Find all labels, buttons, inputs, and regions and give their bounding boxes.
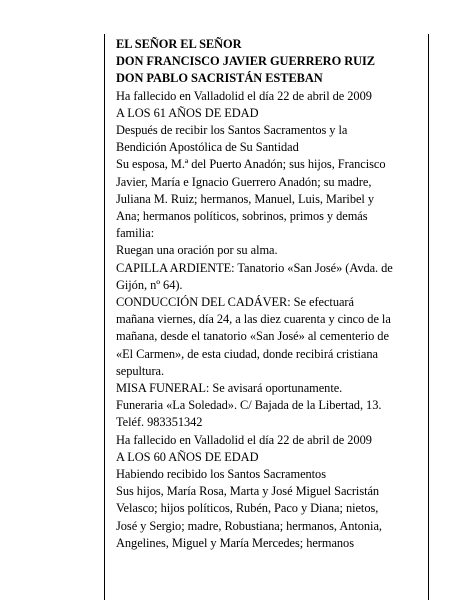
conduction-line: mañana viernes, día 24, a las diez cuarenta y cinco de la xyxy=(116,312,391,327)
prayer-text: Ruegan una oración por su alma. xyxy=(116,243,278,258)
right-column-rule xyxy=(428,34,429,600)
family-line: Ana; hermanos políticos, sobrinos, primos y demás xyxy=(116,209,368,224)
funeral-home-line: Teléf. 983351342 xyxy=(116,415,203,430)
family-line: Sus hijos, María Rosa, Marta y José Miguel Sacristán xyxy=(116,484,380,499)
age-text: A LOS 60 AÑOS DE EDAD xyxy=(116,449,259,464)
chapel-line: Gijón, nº 64). xyxy=(116,277,183,292)
conduction-line: CONDUCCIÓN DEL CADÁVER: Se efectuará xyxy=(116,295,354,310)
obituary-column xyxy=(116,36,426,552)
family-line: Velasco; hijos políticos, Rubén, Paco y Diana; nietos, xyxy=(116,501,379,516)
second-family xyxy=(116,483,426,552)
age-text: A LOS 61 AÑOS DE EDAD xyxy=(116,105,259,120)
first-death-notice xyxy=(116,88,426,105)
sacraments-line: Después de recibir los Santos Sacramentos y la xyxy=(116,123,348,138)
family-line: Su esposa, M.ª del Puerto Anadón; sus hijos, Francisco xyxy=(116,157,386,172)
conduction-line: mañana, desde el tanatorio «San José» al cementerio de xyxy=(116,329,389,344)
first-conduction xyxy=(116,294,426,380)
first-chapel xyxy=(116,260,426,294)
death-notice-text: Ha fallecido en Valladolid el día 22 de abril de 2009 xyxy=(116,88,372,103)
family-line: Javier, María e Ignacio Guerrero Anadón; su madre, xyxy=(116,174,372,189)
first-family xyxy=(116,156,426,242)
funeral-home-line: Funeraria «La Soledad». C/ Bajada de la Libertad, 13. xyxy=(116,398,382,413)
first-sacraments xyxy=(116,122,426,156)
second-sacraments xyxy=(116,466,426,483)
death-notice-text: Ha fallecido en Valladolid el día 22 de abril de 2009 xyxy=(116,432,372,447)
family-line: Angelines, Miguel y María Mercedes; hermanos xyxy=(116,535,354,550)
first-mass xyxy=(116,380,426,397)
obituary-header xyxy=(116,36,426,88)
first-funeral-home xyxy=(116,397,426,431)
conduction-line: sepultura. xyxy=(116,363,165,378)
first-age xyxy=(116,105,426,122)
sacraments-line: Habiendo recibido los Santos Sacramentos xyxy=(116,467,326,482)
deceased-name-first: DON FRANCISCO JAVIER GUERRERO RUIZ xyxy=(116,54,375,69)
family-line: Juliana M. Ruiz; hermanos, Manuel, Luis, Maribel y xyxy=(116,191,375,206)
second-age xyxy=(116,449,426,466)
first-prayer xyxy=(116,242,426,259)
family-line: familia: xyxy=(116,226,155,241)
chapel-line: CAPILLA ARDIENTE: Tanatorio «San José» (Avda. de xyxy=(116,260,393,275)
conduction-line: «El Carmen», de esta ciudad, donde recibirá cristiana xyxy=(116,346,378,361)
header-line: EL SEÑOR EL SEÑOR xyxy=(116,37,242,51)
mass-text: MISA FUNERAL: Se avisará oportunamente. xyxy=(116,381,343,396)
family-line: José y Sergio; madre, Robustiana; hermanos, Antonia, xyxy=(116,518,382,533)
left-column-rule xyxy=(104,34,105,600)
deceased-name-second: DON PABLO SACRISTÁN ESTEBAN xyxy=(116,71,323,86)
sacraments-line: Bendición Apostólica de Su Santidad xyxy=(116,140,299,155)
second-death-notice xyxy=(116,432,426,449)
